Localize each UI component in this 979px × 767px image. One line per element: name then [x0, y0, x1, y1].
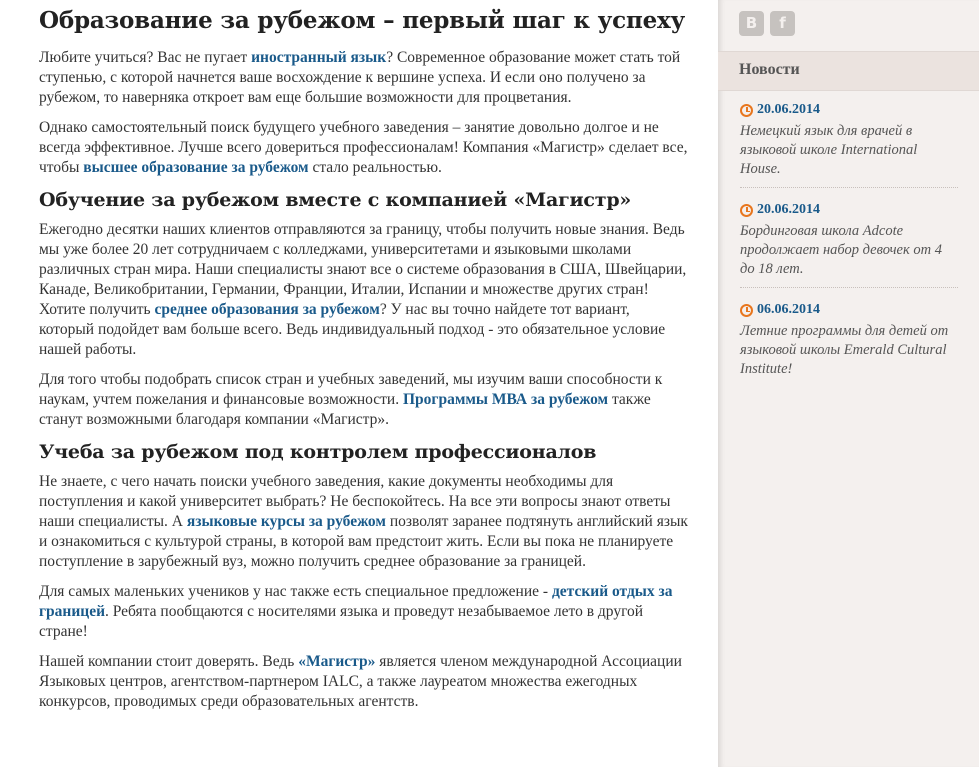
news-date [740, 300, 958, 320]
news-date-text: 20.06.2014 [757, 102, 820, 117]
paragraph-questions: Не знаете, с чего начать поиски учебного заведения, какие документы необходимы для поступления и какой университет выбрать? Не беспокойтесь. На все эти вопросы знают ответы наши специалисты. А языковые курсы за рубежом позволят заранее подтянуть английский язык и ознакомиться с культурой страны, в которой вам предстоит жить. Если вы пока не планируете поступление в зарубежный вуз, можно получить среднее образование за границей. [39, 473, 688, 570]
clock-icon [740, 104, 753, 117]
news-item [740, 300, 958, 387]
news-item [740, 100, 958, 188]
news-date-text: 20.06.2014 [757, 202, 820, 217]
clock-icon [740, 204, 753, 217]
paragraph-clients: Ежегодно десятки наших клиентов отправляются за границу, чтобы получить новые знания. Ведь мы уже более 20 лет сотрудничаем с колледжами, университетами и языковыми школами различных стран мира. Наши специалисты знают все о системе образования в США, Швейцарии, Канаде, Великобритании, Германии, Франции, Италии, Испании и множестве других стран! Хотите получить среднее образования за рубежом? У нас вы точно найдете тот вариант, который подойдет вам больше всего. Ведь индивидуальный подход - это обязательное условие нашей работы. [39, 221, 687, 358]
news-header [718, 51, 979, 91]
paragraph-selection: Для того чтобы подобрать список стран и учебных заведений, мы изучим ваши способности к наукам, учтем пожелания и финансовые возможности. Программы МВА за рубежом также станут возможными благодаря компании «Магистр». [39, 371, 663, 428]
paragraph-membership: Нашей компании стоит доверять. Ведь «Магистр» является членом международной Ассоциации Языковых центров, агентством-партнером IALC, а также лауреатом множества ежегодных конкурсов, проводимых среди образовательных агентств. [39, 653, 682, 710]
link-magistr[interactable]: «Магистр» [298, 653, 376, 670]
paragraph-kids: Для самых маленьких учеников у нас также есть специальное предложение - детский отдых за границей. Ребята пообщаются с носителями языка и проведут незабываемое лето в другой стране! [39, 583, 673, 640]
facebook-icon[interactable]: f [770, 11, 795, 36]
link-kids-holidays[interactable]: детский отдых за границей [39, 583, 673, 620]
link-language-courses[interactable]: языковые курсы за рубежом [186, 513, 386, 530]
social-links [739, 11, 795, 36]
paragraph-trust: Однако самостоятельный поиск будущего учебного заведения – занятие довольно долгое и не всегда эффективное. Лучше всего довериться профессионалам! Компания «Магистр» сделает все, чтобы высшее образование за рубежом стало реальностью. [39, 119, 688, 176]
link-foreign-language[interactable]: иностранный язык [251, 49, 387, 66]
section-heading-magistr: Обучение за рубежом вместе с компанией «Магистр» [39, 189, 632, 211]
news-list [740, 100, 958, 399]
news-date [740, 200, 958, 220]
link-higher-education[interactable]: высшее образование за рубежом [83, 159, 309, 176]
link-secondary-education[interactable]: среднее образования за рубежом [154, 301, 380, 318]
sidebar [718, 0, 979, 767]
news-link[interactable]: Летние программы для детей от языковой школы Emerald Cultural Institute! [740, 323, 949, 377]
news-link[interactable]: Немецкий язык для врачей в языковой школе International House. [740, 123, 918, 177]
clock-icon [740, 304, 753, 317]
news-item [740, 200, 958, 288]
news-link[interactable]: Бординговая школа Adcote продолжает набор девочек от 4 до 18 лет. [740, 223, 942, 277]
section-heading-control: Учеба за рубежом под контролем профессионалов [39, 441, 597, 463]
news-date [740, 100, 958, 120]
link-mba-programs[interactable]: Программы МВА за рубежом [402, 391, 609, 408]
vkontakte-icon[interactable]: B [739, 11, 764, 36]
news-date-text: 06.06.2014 [757, 302, 820, 317]
news-title: Новости [739, 61, 800, 78]
article [0, 7, 718, 712]
paragraph-intro: Любите учиться? Вас не пугает иностранный язык? Современное образование может стать той ступенью, с которой начнется ваше восхождение к вершине успеха. И если оно получено за рубежом, то наверняка откроет вам еще большие возможности для процветания. [39, 49, 681, 106]
page-title: Образование за рубежом – первый шаг к успеху [39, 7, 686, 34]
